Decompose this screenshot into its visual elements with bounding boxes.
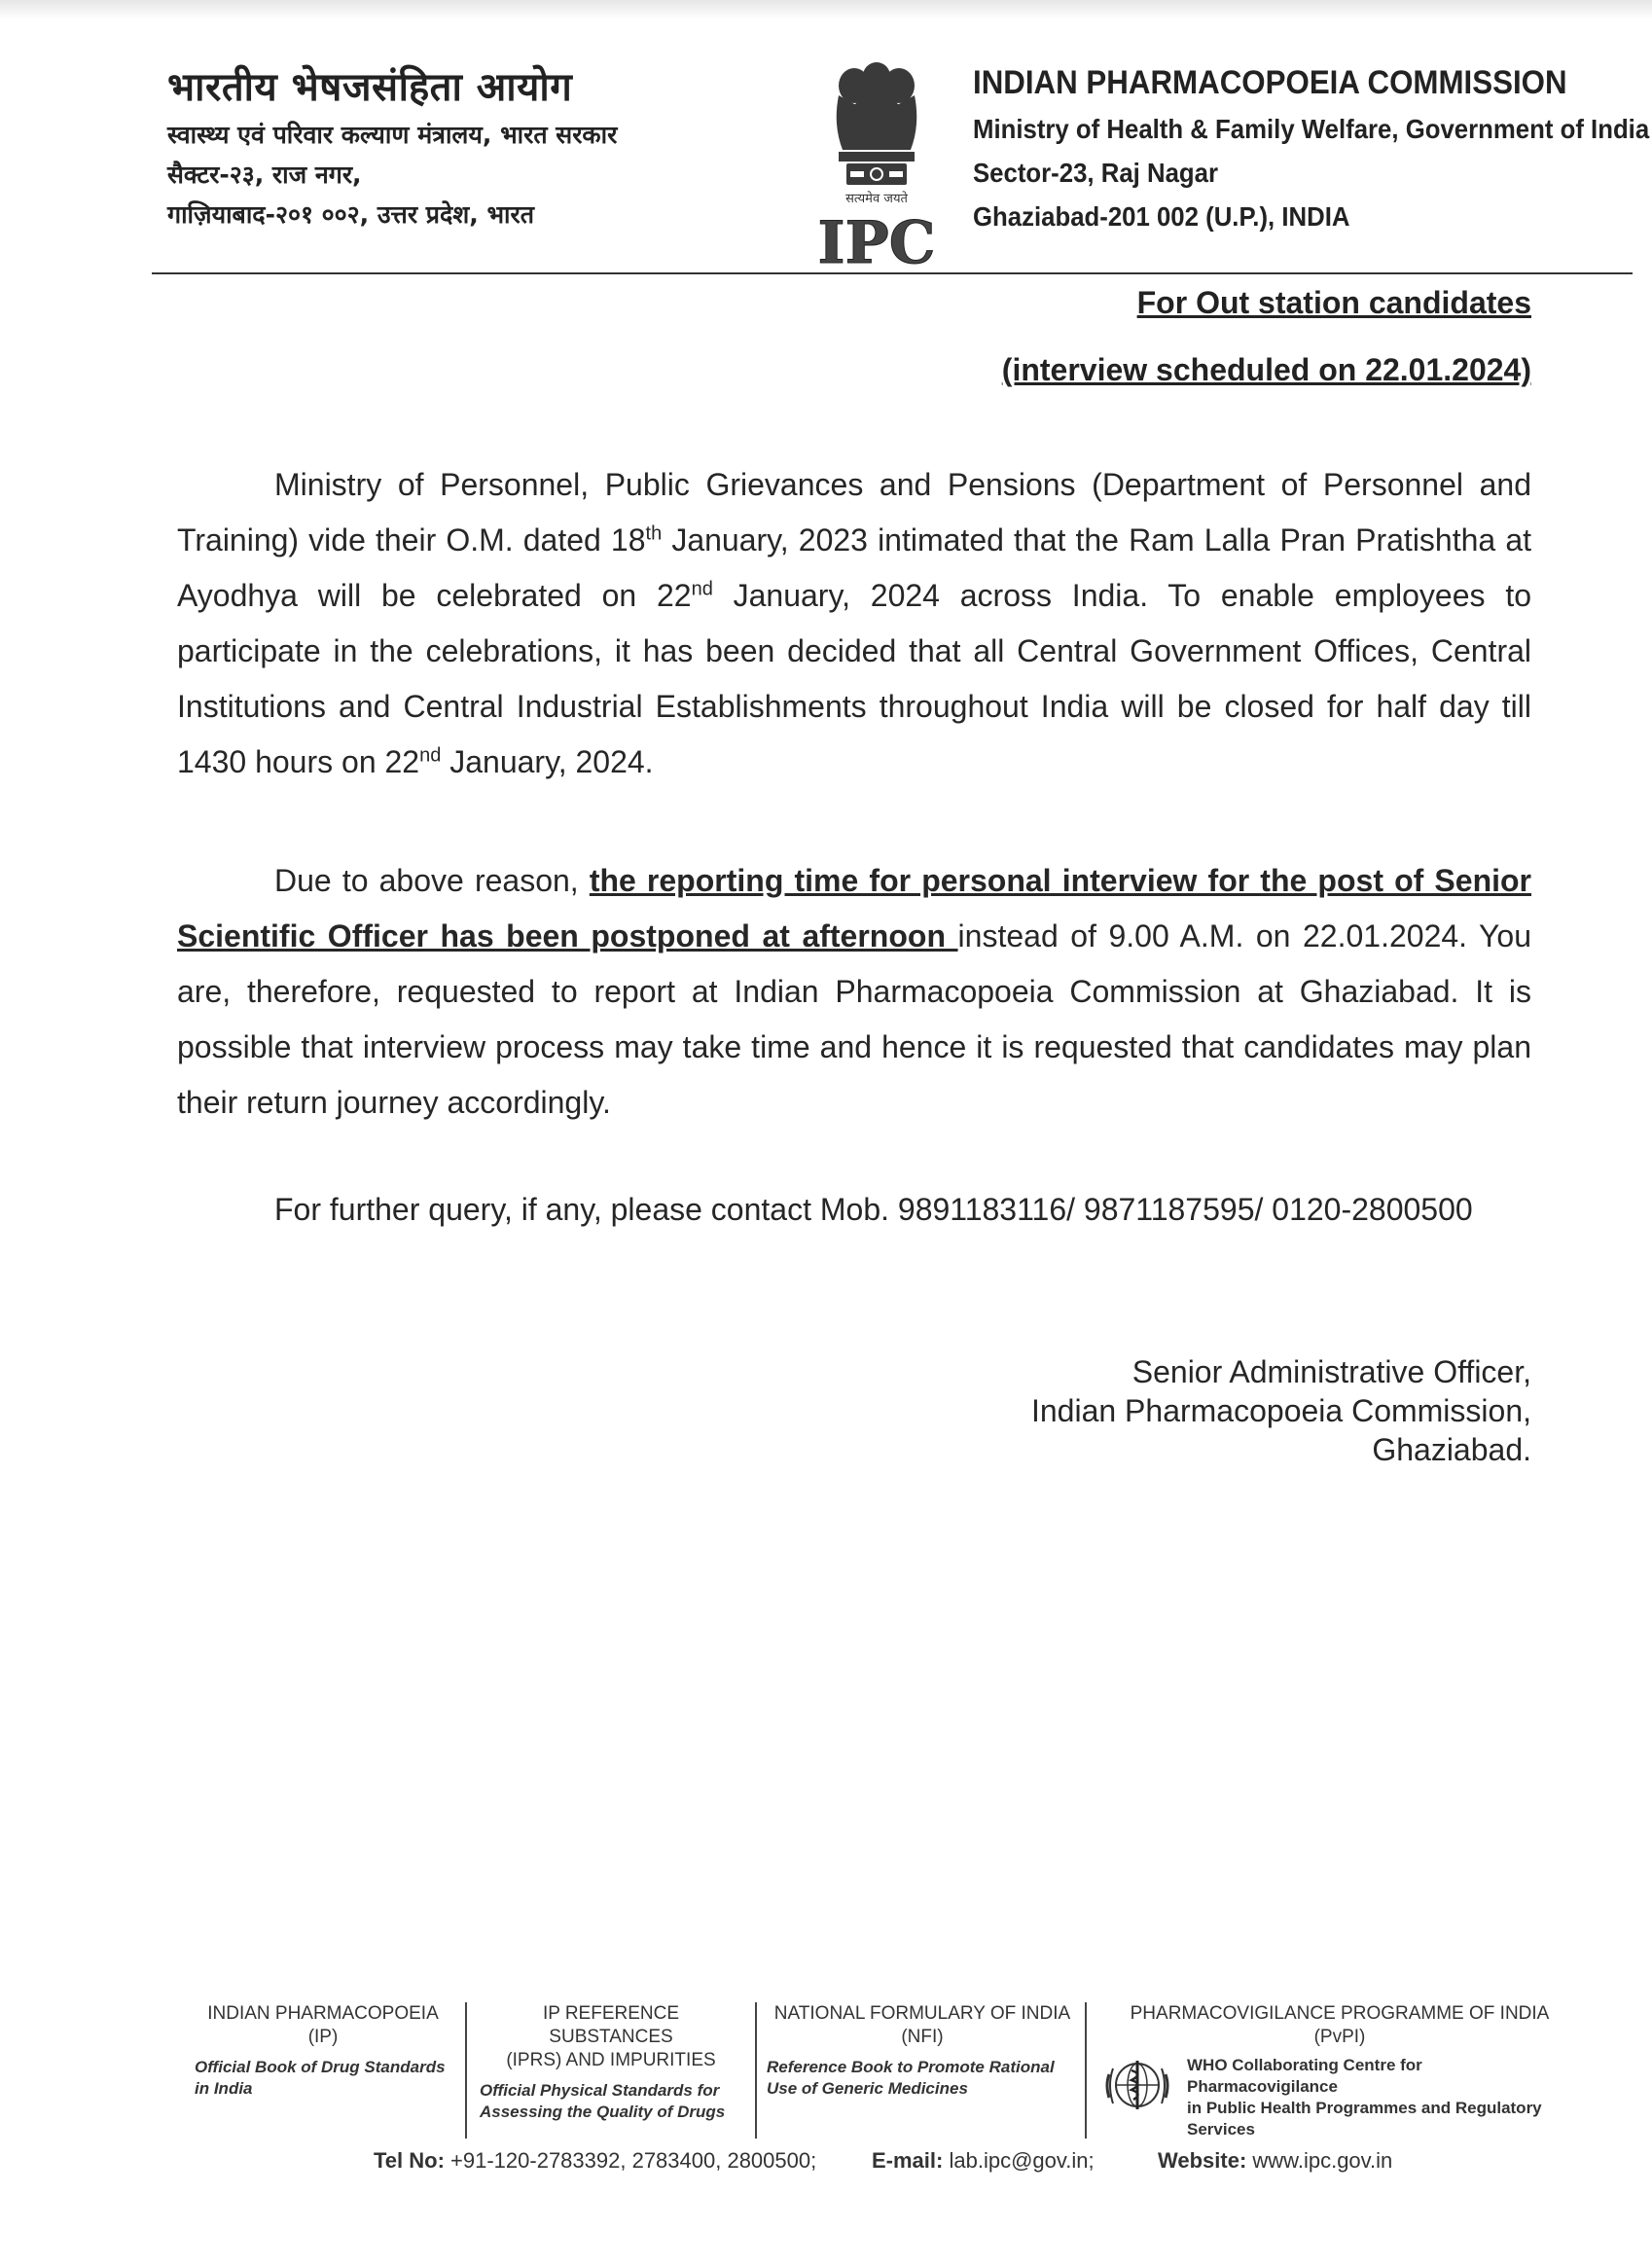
- hindi-letterhead: [167, 60, 771, 234]
- signature-location: Ghaziabad.: [1372, 1432, 1531, 1467]
- hindi-address-line-1: स्वास्थ्य एवं परिवार कल्याण मंत्रालय, भारत सरकार: [167, 121, 618, 149]
- subject-line-2: (interview scheduled on 22.01.2024): [1001, 352, 1531, 387]
- ipc-logo-text: IPC: [817, 209, 936, 272]
- footer-col-pvpi: PHARMACOVIGILANCE PROGRAMME OF INDIA (PvPI) WHO Collaborating Centre for Pharmacovigilance in Public Health Programmes and Regulatory Services: [1103, 2002, 1576, 2140]
- signature-designation: Senior Administrative Officer,: [1131, 1354, 1531, 1389]
- header-divider: [152, 272, 1633, 274]
- english-org-name: INDIAN PHARMACOPOEIA COMMISSION: [973, 64, 1567, 101]
- hindi-org-name: भारतीय भेषजसंहिता आयोग: [167, 65, 573, 110]
- english-address-line-3: Ghaziabad-201 002 (U.P.), INDIA: [973, 201, 1350, 232]
- english-address-line-1: Ministry of Health & Family Welfare, Government of India: [973, 114, 1650, 144]
- footer-separator: [755, 2002, 757, 2139]
- paragraph-2: Due to above reason, the reporting time for personal interview for the post of Senior Scientific Officer has been postponed at afternoon instead of 9.00 A.M. on 22.01.2024. You are, therefore, requested to report at Indian Pharmacopoeia Commission at Ghaziabad. It is possible that interview process may take time and hence it is requested that candidates may plan their return journey accordingly.: [177, 863, 1532, 1120]
- scan-top-shadow: [0, 0, 1652, 19]
- hindi-address-line-3: गाज़ियाबाद-२०१ ००२, उत्तर प्रदेश, भारत: [167, 200, 534, 229]
- subject-line-1: For Out station candidates: [1136, 285, 1531, 320]
- signature-block: [1031, 1352, 1531, 1469]
- paragraph-3-contact: For further query, if any, please contact Mob. 9891183116/ 9871187595/ 0120-2800500: [274, 1192, 1473, 1227]
- paragraph-1: Ministry of Personnel, Public Grievances and Pensions (Department of Personnel and Training) vide their O.M. dated 18th January, 2023 intimated that the Ram Lalla Pran Pratishtha at Ayodhya will be celebrated on 22nd January, 2024 across India. To enable employees to participate in the celebrations, it has been decided that all Central Government Offices, Central Institutions and Central Industrial Establishments throughout India will be closed for half day till 1430 hours on 22nd January, 2024.: [177, 467, 1532, 779]
- footer-col-ip: INDIAN PHARMACOPOEIA (IP) Official Book of Drug Standards in India: [195, 2003, 446, 2098]
- english-address-line-2: Sector-23, Raj Nagar: [973, 158, 1218, 188]
- english-letterhead: [973, 58, 1650, 238]
- national-emblem-ipc-logo-icon: [813, 56, 940, 272]
- footer-telephone: Tel No: +91-120-2783392, 2783400, 2800500;: [374, 2148, 817, 2173]
- footer-separator: [1085, 2002, 1087, 2139]
- emblem-motto: सत्यमेव जयते: [845, 192, 908, 206]
- who-emblem-icon: [1103, 2055, 1171, 2115]
- hindi-address-line-2: सैक्टर-२३, राज नगर,: [167, 161, 362, 189]
- footer-separator: [465, 2002, 467, 2139]
- footer-col-iprs: IP REFERENCE SUBSTANCES (IPRS) AND IMPURITIES Official Physical Standards for Assessing the Quality of Drugs: [480, 2003, 726, 2121]
- footer-programmes: [195, 2002, 1576, 2139]
- footer-website: Website: www.ipc.gov.in: [1158, 2148, 1393, 2173]
- signature-organization: Indian Pharmacopoeia Commission,: [1030, 1393, 1531, 1428]
- footer-col-nfi: NATIONAL FORMULARY OF INDIA (NFI) Reference Book to Promote Rational Use of Generic Medicines: [767, 2003, 1071, 2098]
- postponement-notice: the reporting time for personal interview for the post of Senior Scientific Officer has been postponed at afternoon: [177, 863, 1532, 953]
- footer-email: E-mail: lab.ipc@gov.in;: [872, 2148, 1095, 2173]
